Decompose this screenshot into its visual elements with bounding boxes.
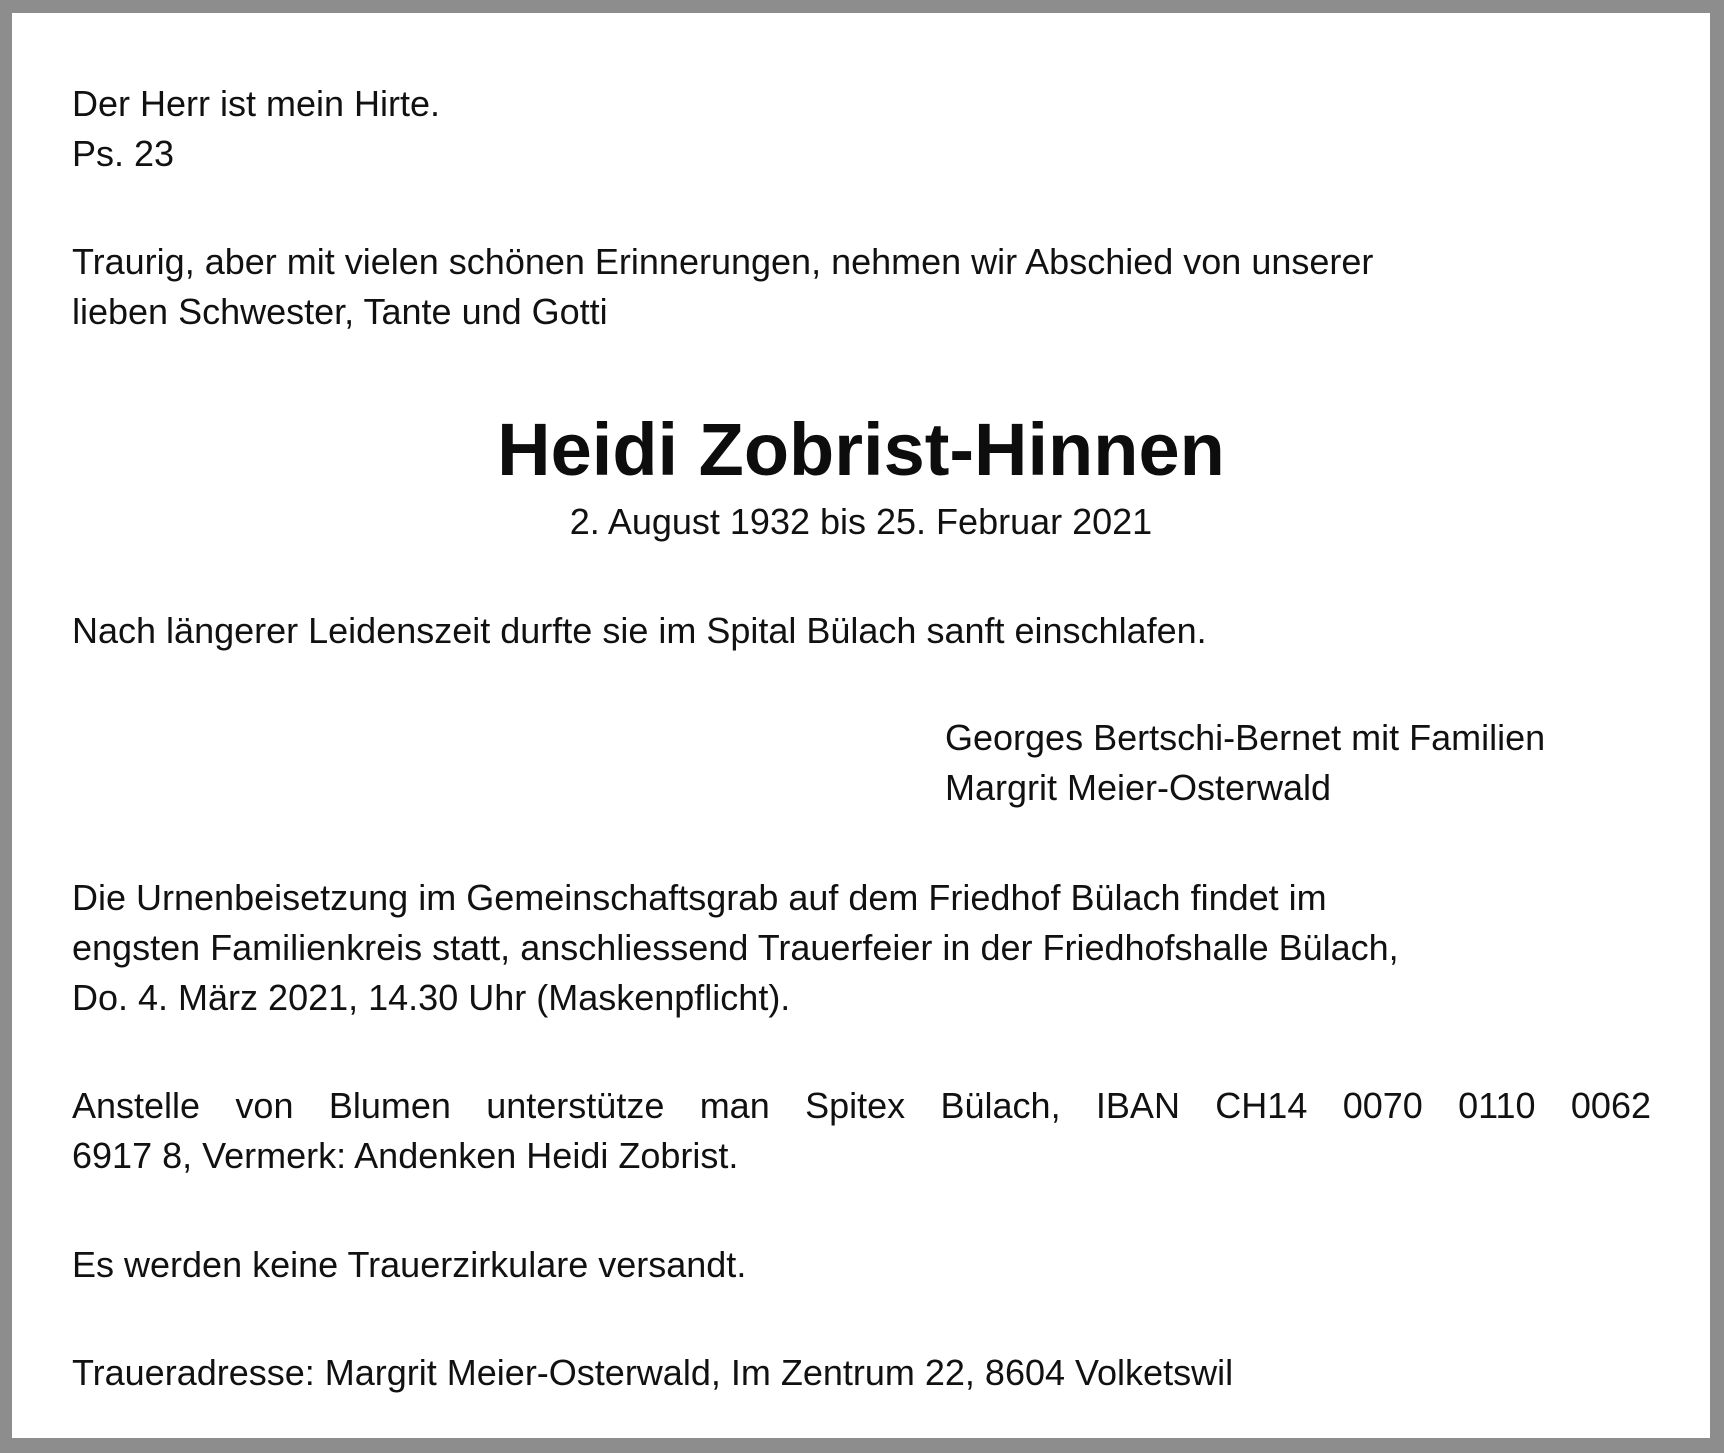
- intro-paragraph: [72, 237, 1373, 337]
- signer-2: Margrit Meier-Osterwald: [945, 767, 1332, 808]
- intro-line-1: Traurig, aber mit vielen schönen Erinnerungen, nehmen wir Abschied von unserer: [72, 241, 1374, 282]
- ceremony-paragraph: [72, 873, 1399, 1023]
- donation-line-2: 6917 8, Vermerk: Andenken Heidi Zobrist.: [72, 1135, 739, 1176]
- obituary-notice: [12, 13, 1710, 1438]
- intro-line-2: lieben Schwester, Tante und Gotti: [72, 291, 608, 332]
- ceremony-line-1: Die Urnenbeisetzung im Gemeinschaftsgrab auf dem Friedhof Bülach findet im: [72, 877, 1327, 918]
- mourning-address: Traueradresse: Margrit Meier-Osterwald, Im Zentrum 22, 8604 Volketswil: [72, 1352, 1234, 1393]
- circulars-note: Es werden keine Trauerzirkulare versandt.: [72, 1244, 747, 1285]
- motto-line: Der Herr ist mein Hirte.: [72, 83, 441, 124]
- motto-reference: Ps. 23: [72, 133, 175, 174]
- motto-verse: [72, 79, 440, 179]
- ceremony-line-3: Do. 4. März 2021, 14.30 Uhr (Maskenpflicht).: [72, 977, 791, 1018]
- signer-1: Georges Bertschi-Bernet mit Familien: [945, 717, 1546, 758]
- ceremony-line-2: engsten Familienkreis statt, anschliessend Trauerfeier in der Friedhofshalle Bülach,: [72, 927, 1399, 968]
- deceased-name: Heidi Zobrist-Hinnen: [497, 408, 1225, 491]
- passing-paragraph: Nach längerer Leidenszeit durfte sie im Spital Bülach sanft einschlafen.: [72, 610, 1207, 651]
- donation-line-1: Anstelle von Blumen unterstütze man Spitex Bülach, IBAN CH14 0070 0110 0062: [72, 1085, 1651, 1126]
- signers-block: [945, 713, 1545, 813]
- donation-paragraph: [72, 1081, 1651, 1181]
- life-dates: 2. August 1932 bis 25. Februar 2021: [569, 501, 1153, 542]
